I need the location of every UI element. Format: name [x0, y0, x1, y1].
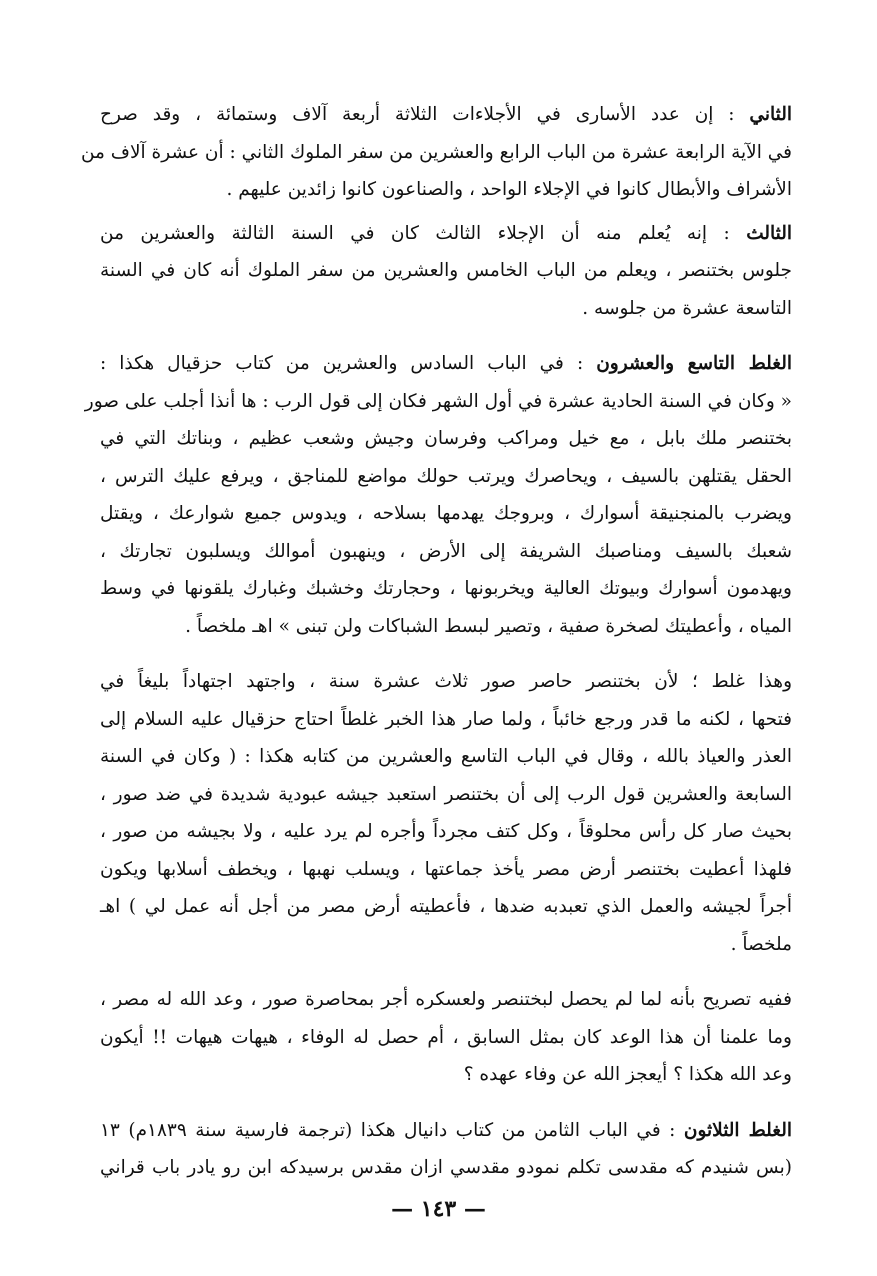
paragraph-6: [100, 1112, 792, 1187]
paragraph-4: [100, 663, 792, 963]
text-line: السابعة والعشرين قول الرب إلى أن بختنصر استعبد جيشه عبودية شديدة في ضد صور ،: [100, 783, 792, 805]
text-line: الأشراف والأبطال كانوا في الإجلاء الواحد ، والصناعون كانوا زائدين عليهم .: [226, 179, 792, 200]
text-line: العذر والعياذ بالله ، وقال في الباب التاسع والعشرين من كتابه هكذا : ( وكان في السنة: [100, 746, 792, 767]
text-line: المياه ، وأعطيتك لصخرة صفية ، وتصير لبسط الشباكات ولن تبنى » اهـ ملخصاً .: [185, 615, 792, 637]
paragraph-5: [100, 981, 792, 1094]
paragraph-3: [84, 345, 793, 645]
text-line: أجراً لجيشه والعمل الذي تعبدبه ضدها ، فأعطيته أرض مصر من أجل أنه عمل لي ) اهـ: [100, 896, 792, 917]
paragraph-lead: الثاني: [749, 104, 792, 125]
text-line: شعبك بالسيف ومناصبك الشريفة إلى الأرض ، وينهبون أموالك ويسلبون تجارتك ،: [100, 540, 792, 562]
line-text: : في الباب الثامن من كتاب دانيال هكذا (ترجمة فارسية سنة ١٨٣٩م) ١٣: [100, 1119, 684, 1141]
line-text: : إن عدد الأسارى في الأجلاءات الثلاثة أربعة آلاف وستمائة ، وقد صرح: [100, 104, 750, 125]
page-number: — ١٤٣ —: [391, 1196, 486, 1222]
page-body: [80, 96, 793, 1193]
text-line: « وكان في السنة الحادية عشرة في أول الشهر فكان إلى قول الرب : ها أنذا أجلب على صور: [84, 390, 792, 412]
text-line: ملخصاً .: [730, 933, 792, 955]
line-text: : إنه يُعلم منه أن الإجلاء الثالث كان في السنة الثالثة والعشرين من: [100, 222, 747, 244]
paragraph-lead: الغلط الثلاثون: [683, 1119, 792, 1141]
text-line: ففيه تصريح بأنه لما لم يحصل لبختنصر ولعسكره أجر بمحاصرة صور ، وعد الله له مصر ،: [100, 989, 792, 1010]
text-line: ويهدمون أسوارك وبيوتك العالية ويخربونها ، وحجارتك وخشبك وغبارك يلقونها في وسط: [100, 578, 792, 599]
paragraph-lead: الثالث: [746, 222, 792, 244]
paragraph-1: [80, 96, 792, 209]
text-line: [100, 215, 792, 253]
text-line: في الآية الرابعة عشرة من الباب الرابع والعشرين من سفر الملوك الثاني : أن عشرة آلاف من: [80, 141, 792, 163]
line-text: : في الباب السادس والعشرين من كتاب حزقيال هكذا :: [100, 353, 597, 374]
text-line: ويضرب بالمنجنيقة أسوارك ، وبروجك يهدمها بسلاحه ، ويدوس جميع شوارعك ، ويقتل: [100, 503, 792, 524]
paragraph-2: [100, 215, 792, 328]
text-line: بختنصر ملك بابل ، مع خيل ومراكب وفرسان وجيش وشعب عظيم ، وبناتك التي في: [100, 428, 792, 449]
text-line: وهذا غلط ؛ لأن بختنصر حاصر صور ثلاث عشرة سنة ، واجتهد اجتهاداً بليغاً في: [100, 671, 792, 692]
text-line: وما علمنا أن هذا الوعد كان بمثل السابق ، أم حصل له الوفاء ، هيهات هيهات !! أيكون: [100, 1026, 792, 1048]
text-line: (بس شنيدم كه مقدسى تكلم نمودو مقدسي ازان مقدس برسيدكه ابن رو يادر باب قراني: [100, 1157, 792, 1178]
paragraph-lead: الغلط التاسع والعشرون: [596, 353, 793, 374]
text-line: الحقل يقتلهن بالسيف ، ويحاصرك ويرتب حولك مواضع للمناجق ، ويرفع عليك الترس ،: [100, 465, 792, 487]
text-line: فتحها ، لكنه ما قدر ورجع خائباً ، ولما صار هذا الخبر غلطاً احتاج حزقيال عليه السلام إلى: [100, 708, 792, 730]
text-line: فلهذا أعطيت بختنصر أرض مصر يأخذ جماعتها ، ويسلب نهبها ، ويخطف أسلابها ويكون: [100, 858, 792, 880]
text-line: [100, 1112, 792, 1150]
text-line: التاسعة عشرة من جلوسه .: [582, 297, 792, 319]
text-line: وعد الله هكذا ؟ أيعجز الله عن وفاء عهده ؟: [463, 1064, 792, 1085]
text-line: بحيث صار كل رأس محلوقاً ، وكل كتف مجرداً وأجره لم يرد عليه ، ولا بجيشه من صور ،: [100, 821, 792, 842]
text-line: جلوس بختنصر ، ويعلم من الباب الخامس والعشرين من سفر الملوك أنه كان في السنة: [100, 260, 792, 281]
text-line: [100, 345, 792, 383]
text-line: [100, 96, 792, 134]
